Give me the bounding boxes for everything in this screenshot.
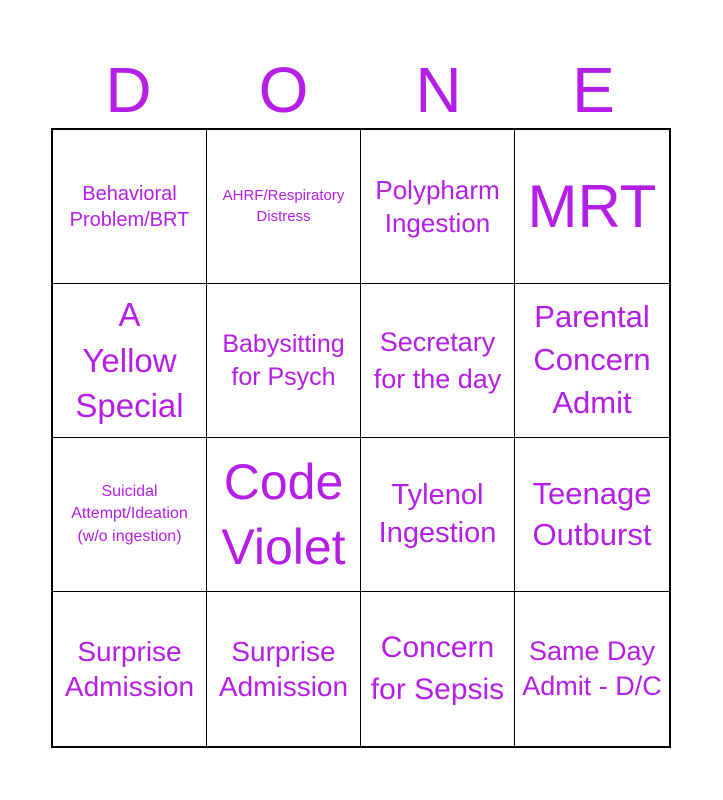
bingo-cell-label: Secretary for the day bbox=[373, 327, 502, 394]
bingo-cell-label: Surprise Admission bbox=[218, 636, 349, 702]
bingo-cell[interactable] bbox=[53, 438, 207, 592]
bingo-cell-label: MRT bbox=[527, 172, 657, 240]
bingo-cell-label: Concern for Sepsis bbox=[370, 631, 505, 706]
bingo-cell[interactable] bbox=[207, 438, 361, 592]
bingo-cell[interactable] bbox=[361, 438, 515, 592]
bingo-cell-label: Code Violet bbox=[221, 453, 346, 575]
bingo-cell[interactable] bbox=[207, 284, 361, 438]
header-letter-o: O bbox=[258, 54, 309, 126]
bingo-cell[interactable] bbox=[515, 592, 669, 746]
bingo-cell[interactable] bbox=[53, 130, 207, 284]
bingo-cell-label: Suicidal Attempt/Ideation (w/o ingestion) bbox=[71, 482, 188, 545]
bingo-cell-label: Parental Concern Admit bbox=[533, 299, 651, 420]
header-letter-e: E bbox=[572, 54, 615, 126]
bingo-cell[interactable] bbox=[53, 284, 207, 438]
bingo-header bbox=[51, 52, 671, 128]
bingo-cell[interactable] bbox=[207, 130, 361, 284]
bingo-cell-label: Same Day Admit - D/C bbox=[522, 635, 662, 701]
bingo-cell[interactable] bbox=[361, 130, 515, 284]
bingo-cell[interactable] bbox=[207, 592, 361, 746]
bingo-cell[interactable] bbox=[515, 284, 669, 438]
bingo-cell-label: Babysitting for Psych bbox=[222, 330, 345, 391]
bingo-cell[interactable] bbox=[361, 284, 515, 438]
bingo-cell-label: Surprise Admission bbox=[64, 636, 195, 702]
bingo-cell[interactable] bbox=[361, 592, 515, 746]
header-letter-d: D bbox=[105, 54, 152, 126]
bingo-cell-label: Tylenol Ingestion bbox=[378, 478, 497, 549]
header-letter-n: N bbox=[415, 54, 462, 126]
bingo-cell-label: Polypharm Ingestion bbox=[375, 175, 500, 238]
bingo-cell-label: Teenage Outburst bbox=[532, 475, 652, 552]
bingo-cell-label: AHRF/Respiratory Distress bbox=[222, 187, 345, 225]
bingo-cell[interactable] bbox=[515, 130, 669, 284]
bingo-cell[interactable] bbox=[53, 592, 207, 746]
bingo-board bbox=[51, 128, 671, 748]
bingo-cell[interactable] bbox=[515, 438, 669, 592]
bingo-cell-label: Behavioral Problem/BRT bbox=[69, 182, 190, 231]
bingo-cell-label: A Yellow Special bbox=[75, 296, 184, 425]
